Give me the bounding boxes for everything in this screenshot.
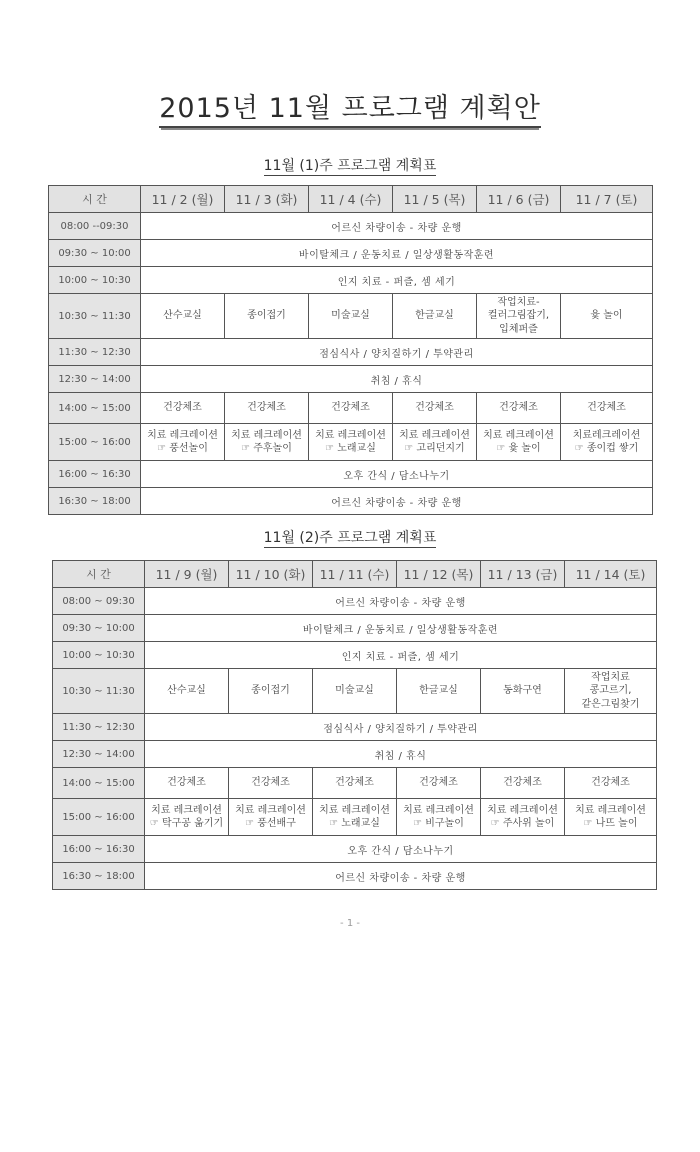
- activity-line: 종이접기: [247, 310, 286, 322]
- day-activity: [565, 768, 657, 799]
- schedule-row: [49, 366, 653, 393]
- activity-line: 한글교실: [415, 310, 454, 322]
- all-days-activity: 점심식사 / 양치질하기 / 투약관리: [145, 714, 657, 741]
- all-days-activity: 어르신 차량이송 - 차량 운행: [145, 863, 657, 890]
- activity-line: 작업치료-: [497, 296, 540, 308]
- time-slot: 16:00 ~ 16:30: [53, 836, 145, 863]
- time-slot: 12:30 ~ 14:00: [49, 366, 141, 393]
- day-activity: [225, 393, 309, 424]
- day-column-header: 11 / 14 (토): [565, 561, 657, 588]
- activity-line: ☞ 나뜨 놀이: [583, 818, 638, 829]
- all-days-activity: 취침 / 휴식: [145, 741, 657, 768]
- day-activity: [145, 669, 229, 714]
- schedule-row: [53, 799, 657, 836]
- day-activity: [229, 799, 313, 836]
- day-activity: [561, 294, 653, 339]
- activity-line: 건강체조: [247, 402, 286, 414]
- time-slot: 09:30 ~ 10:00: [53, 615, 145, 642]
- schedule-row: [49, 393, 653, 424]
- day-column-header: 11 / 13 (금): [481, 561, 565, 588]
- activity-line: 건강체조: [167, 777, 206, 789]
- time-slot: 15:00 ~ 16:00: [49, 424, 141, 461]
- activity-line: 건강체조: [335, 777, 374, 789]
- activity-line: 콩고르기,: [589, 685, 632, 697]
- all-days-activity: 바이탈체크 / 운동치료 / 일상생활동작훈련: [145, 615, 657, 642]
- day-activity: [397, 768, 481, 799]
- schedule-row: [49, 240, 653, 267]
- activity-line: ☞ 고리던지기: [404, 443, 465, 454]
- day-activity: [393, 424, 477, 461]
- activity-line: ☞ 탁구공 옮기기: [149, 818, 224, 829]
- day-activity: [565, 799, 657, 836]
- all-days-activity: 어르신 차량이송 - 차량 운행: [141, 488, 653, 515]
- time-slot: 14:00 ~ 15:00: [53, 768, 145, 799]
- schedule-row: [53, 863, 657, 890]
- day-activity: [309, 424, 393, 461]
- day-column-header: 11 / 5 (목): [393, 186, 477, 213]
- time-slot: 08:00 ~ 09:30: [53, 588, 145, 615]
- day-activity: [397, 669, 481, 714]
- time-slot: 16:30 ~ 18:00: [53, 863, 145, 890]
- day-activity: [141, 393, 225, 424]
- time-slot: 10:30 ~ 11:30: [49, 294, 141, 339]
- all-days-activity: 취침 / 휴식: [141, 366, 653, 393]
- day-column-header: 11 / 7 (토): [561, 186, 653, 213]
- all-days-activity: 점심식사 / 양치질하기 / 투약관리: [141, 339, 653, 366]
- activity-line: 치료 레크레이션: [151, 804, 222, 816]
- activity-line: 건강체조: [503, 777, 542, 789]
- activity-line: 치료 레크레이션: [575, 804, 646, 816]
- activity-line: 작업치료: [591, 671, 630, 683]
- activity-line: 건강체조: [591, 777, 630, 789]
- day-activity: [225, 424, 309, 461]
- activity-line: 치료 레크레이션: [147, 429, 218, 441]
- day-activity: [565, 669, 657, 714]
- activity-line: ☞ 종이컵 쌓기: [574, 443, 639, 454]
- day-activity: [313, 768, 397, 799]
- activity-line: 건강체조: [587, 402, 626, 414]
- day-activity: [145, 799, 229, 836]
- activity-line: 치료 레크레이션: [487, 804, 558, 816]
- page-number: - 1 -: [340, 918, 360, 929]
- day-column-header: 11 / 3 (화): [225, 186, 309, 213]
- activity-line: 컬러그림잡기,: [487, 310, 550, 322]
- activity-line: ☞ 주후놀이: [241, 443, 292, 454]
- activity-line: 건강체조: [251, 777, 290, 789]
- time-slot: 08:00 --09:30: [49, 213, 141, 240]
- day-column-header: 11 / 12 (목): [397, 561, 481, 588]
- all-days-activity: 인지 치료 - 퍼즐, 셈 세기: [145, 642, 657, 669]
- time-slot: 16:00 ~ 16:30: [49, 461, 141, 488]
- activity-line: 치료 레크레이션: [403, 804, 474, 816]
- activity-line: ☞ 노래교실: [325, 443, 376, 454]
- all-days-activity: 오후 간식 / 담소나누기: [145, 836, 657, 863]
- day-activity: [225, 294, 309, 339]
- schedule-row: [49, 339, 653, 366]
- activity-line: 건강체조: [331, 402, 370, 414]
- day-activity: [141, 424, 225, 461]
- time-slot: 11:30 ~ 12:30: [53, 714, 145, 741]
- schedule-row: [53, 588, 657, 615]
- document-title-text: 2015년 11월 프로그램 계획안: [159, 93, 541, 128]
- day-activity: [481, 799, 565, 836]
- time-slot: 15:00 ~ 16:00: [53, 799, 145, 836]
- day-column-header: 11 / 11 (수): [313, 561, 397, 588]
- day-column-header: 11 / 2 (월): [141, 186, 225, 213]
- activity-line: 치료 레크레이션: [235, 804, 306, 816]
- activity-line: 치료레크레이션: [572, 429, 641, 441]
- day-activity: [145, 768, 229, 799]
- activity-line: 입체퍼즐: [499, 323, 538, 335]
- day-activity: [141, 294, 225, 339]
- activity-line: ☞ 주사위 놀이: [490, 818, 555, 829]
- activity-line: 건강체조: [415, 402, 454, 414]
- day-activity: [229, 669, 313, 714]
- activity-line: 동화구연: [503, 685, 542, 697]
- week1-schedule-table: [48, 185, 653, 515]
- all-days-activity: 바이탈체크 / 운동치료 / 일상생활동작훈련: [141, 240, 653, 267]
- day-activity: [313, 669, 397, 714]
- activity-line: 미술교실: [335, 685, 374, 697]
- header-row: [53, 561, 657, 588]
- time-slot: 10:30 ~ 11:30: [53, 669, 145, 714]
- time-column-header: 시 간: [49, 186, 141, 213]
- day-activity: [481, 768, 565, 799]
- activity-line: ☞ 윷 놀이: [496, 443, 541, 454]
- day-activity: [477, 424, 561, 461]
- time-slot: 10:00 ~ 10:30: [49, 267, 141, 294]
- all-days-activity: 인지 치료 - 퍼즐, 셈 세기: [141, 267, 653, 294]
- activity-line: 치료 레크레이션: [319, 804, 390, 816]
- time-slot: 11:30 ~ 12:30: [49, 339, 141, 366]
- activity-line: 건강체조: [499, 402, 538, 414]
- activity-line: ☞ 풍선배구: [245, 818, 296, 829]
- all-days-activity: 오후 간식 / 담소나누기: [141, 461, 653, 488]
- header-row: [49, 186, 653, 213]
- day-activity: [229, 768, 313, 799]
- document-title: [0, 86, 700, 125]
- week2-subtitle-text: 11월 (2)주 프로그램 계획표: [263, 530, 437, 546]
- day-activity: [313, 799, 397, 836]
- activity-line: 같은그림찾기: [581, 698, 640, 710]
- activity-line: ☞ 비구놀이: [413, 818, 464, 829]
- activity-line: 건강체조: [419, 777, 458, 789]
- time-slot: 16:30 ~ 18:00: [49, 488, 141, 515]
- activity-line: 치료 레크레이션: [315, 429, 386, 441]
- activity-line: 치료 레크레이션: [399, 429, 470, 441]
- activity-line: 치료 레크레이션: [483, 429, 554, 441]
- activity-line: 산수교실: [167, 685, 206, 697]
- activity-line: 한글교실: [419, 685, 458, 697]
- schedule-row: [53, 642, 657, 669]
- day-column-header: 11 / 9 (월): [145, 561, 229, 588]
- day-activity: [481, 669, 565, 714]
- day-activity: [561, 424, 653, 461]
- schedule-row: [49, 294, 653, 339]
- activity-line: 미술교실: [331, 310, 370, 322]
- activity-line: ☞ 풍선놀이: [157, 443, 208, 454]
- week2-schedule-table: [52, 560, 657, 890]
- schedule-row: [53, 741, 657, 768]
- activity-line: 건강체조: [163, 402, 202, 414]
- activity-line: 윷 놀이: [590, 310, 623, 322]
- day-activity: [561, 393, 653, 424]
- day-activity: [393, 393, 477, 424]
- day-activity: [309, 294, 393, 339]
- day-activity: [477, 393, 561, 424]
- week1-subtitle: [0, 155, 700, 175]
- day-column-header: 11 / 4 (수): [309, 186, 393, 213]
- schedule-row: [53, 836, 657, 863]
- schedule-row: [53, 714, 657, 741]
- day-activity: [397, 799, 481, 836]
- schedule-row: [49, 424, 653, 461]
- time-slot: 12:30 ~ 14:00: [53, 741, 145, 768]
- day-activity: [393, 294, 477, 339]
- schedule-row: [49, 267, 653, 294]
- all-days-activity: 어르신 차량이송 - 차량 운행: [145, 588, 657, 615]
- day-activity: [309, 393, 393, 424]
- schedule-row: [49, 461, 653, 488]
- activity-line: ☞ 노래교실: [329, 818, 380, 829]
- activity-line: 치료 레크레이션: [231, 429, 302, 441]
- time-slot: 09:30 ~ 10:00: [49, 240, 141, 267]
- time-slot: 14:00 ~ 15:00: [49, 393, 141, 424]
- schedule-row: [53, 615, 657, 642]
- schedule-row: [49, 213, 653, 240]
- schedule-row: [53, 768, 657, 799]
- schedule-row: [53, 669, 657, 714]
- day-column-header: 11 / 6 (금): [477, 186, 561, 213]
- time-column-header: 시 간: [53, 561, 145, 588]
- all-days-activity: 어르신 차량이송 - 차량 운행: [141, 213, 653, 240]
- activity-line: 산수교실: [163, 310, 202, 322]
- schedule-row: [49, 488, 653, 515]
- day-activity: [477, 294, 561, 339]
- activity-line: 종이접기: [251, 685, 290, 697]
- day-column-header: 11 / 10 (화): [229, 561, 313, 588]
- week2-subtitle: [0, 527, 700, 547]
- week1-subtitle-text: 11월 (1)주 프로그램 계획표: [263, 158, 437, 174]
- time-slot: 10:00 ~ 10:30: [53, 642, 145, 669]
